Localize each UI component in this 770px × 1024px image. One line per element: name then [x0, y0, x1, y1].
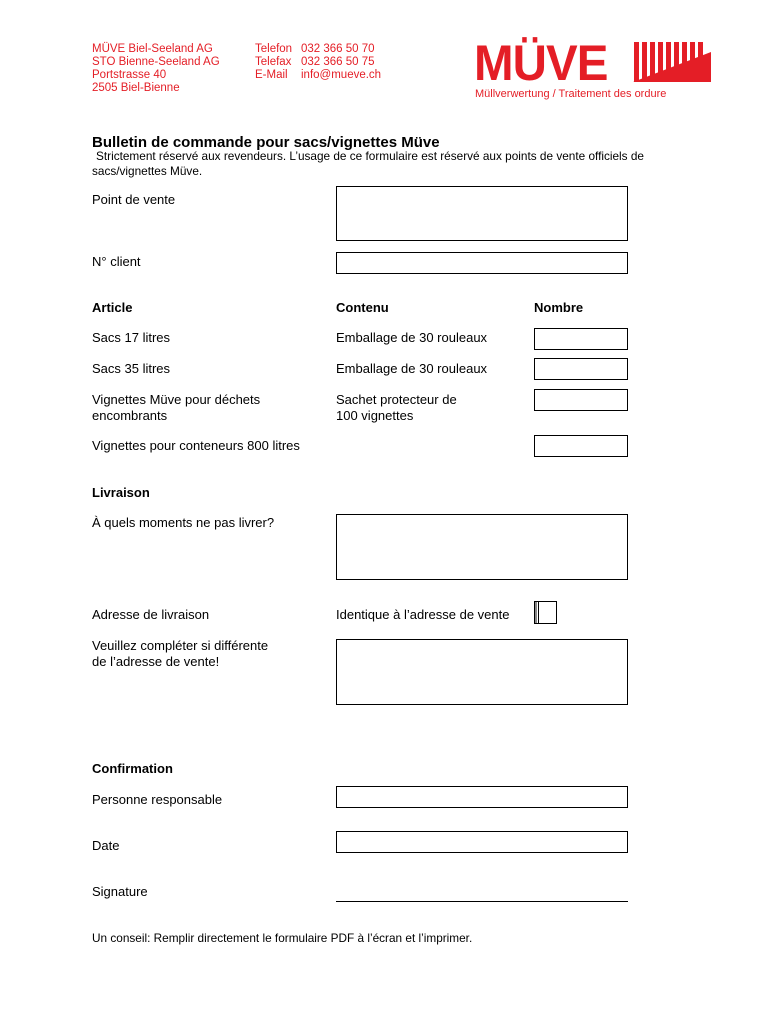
contenu-line: Sachet protecteur de: [336, 392, 457, 407]
article-line: Vignettes Müve pour déchets: [92, 392, 261, 407]
address-line: STO Bienne-Seeland AG: [92, 56, 220, 68]
contenu-sacs-17: Emballage de 30 rouleaux: [336, 330, 488, 345]
contenu-sacs-35: Emballage de 30 rouleaux: [336, 361, 488, 376]
article-header: Article: [92, 300, 133, 315]
article-vignettes-conteneurs: Vignettes pour conteneurs 800 litres: [92, 438, 300, 453]
contact-labels: [255, 43, 292, 82]
article-line: encombrants: [92, 407, 168, 423]
address-line: Portstrasse 40: [92, 69, 167, 81]
address-line: 2505 Biel-Bienne: [92, 82, 180, 94]
identique-label: Identique à l’adresse de vente: [336, 607, 510, 622]
quantity-field-sacs-17[interactable]: [534, 328, 628, 350]
signature-label: Signature: [92, 884, 148, 899]
contact-label: Telefax: [255, 56, 292, 68]
point-de-vente-field[interactable]: [336, 186, 628, 241]
logo-stripes-icon: [633, 40, 713, 86]
address-line: MÜVE Biel-Seeland AG: [92, 43, 213, 55]
date-field[interactable]: [336, 831, 628, 853]
footer-note: Un conseil: Remplir directement le formulaire PDF à l’écran et l’imprimer.: [92, 931, 473, 945]
moments-field[interactable]: [336, 514, 628, 580]
contact-values: [301, 43, 381, 82]
intro-text: [92, 149, 712, 178]
completer-line: Veuillez compléter si différente: [92, 638, 269, 653]
point-de-vente-label: Point de vente: [92, 192, 176, 207]
quantity-field-vignettes-conteneurs[interactable]: [534, 435, 628, 457]
quantity-field-vignettes-encombrants[interactable]: [534, 389, 628, 411]
article-sacs-35: Sacs 35 litres: [92, 361, 171, 376]
identique-checkbox[interactable]: [534, 601, 557, 624]
article-vignettes-encombrants: [92, 392, 260, 423]
email-address: info@mueve.ch: [301, 69, 382, 81]
page-title: Bulletin de commande pour sacs/vignettes Müve: [92, 134, 440, 151]
logo-tagline: Müllverwertung / Traitement des ordure: [475, 88, 667, 100]
intro-line: sacs/vignettes Müve.: [92, 163, 203, 178]
contenu-header: Contenu: [336, 300, 389, 315]
phone-number: 032 366 50 70: [301, 43, 375, 55]
article-sacs-17: Sacs 17 litres: [92, 330, 171, 345]
muve-logo: MÜVE: [474, 35, 608, 91]
livraison-heading: Livraison: [92, 485, 150, 500]
quantity-field-sacs-35[interactable]: [534, 358, 628, 380]
client-number-label: N° client: [92, 254, 141, 269]
intro-line: Strictement réservé aux revendeurs. L’usage de ce formulaire est réservé aux points de vente officiels de: [96, 149, 644, 163]
personne-label: Personne responsable: [92, 792, 223, 807]
completer-line: de l’adresse de vente!: [92, 653, 220, 669]
moments-label: À quels moments ne pas livrer?: [92, 515, 275, 530]
completer-label: [92, 638, 268, 669]
confirmation-heading: Confirmation: [92, 761, 173, 776]
adresse-livraison-field[interactable]: [336, 639, 628, 705]
contenu-vignettes-encombrants: [336, 392, 457, 423]
contenu-line: 100 vignettes: [336, 407, 414, 423]
nombre-header: Nombre: [534, 300, 584, 315]
adresse-livraison-label: Adresse de livraison: [92, 607, 210, 622]
personne-field[interactable]: [336, 786, 628, 808]
contact-label: E-Mail: [255, 69, 288, 81]
client-number-field[interactable]: [336, 252, 628, 274]
fax-number: 032 366 50 75: [301, 56, 375, 68]
sender-address: [92, 43, 220, 95]
date-label: Date: [92, 838, 120, 853]
signature-line[interactable]: [336, 901, 628, 902]
contact-label: Telefon: [255, 43, 293, 55]
